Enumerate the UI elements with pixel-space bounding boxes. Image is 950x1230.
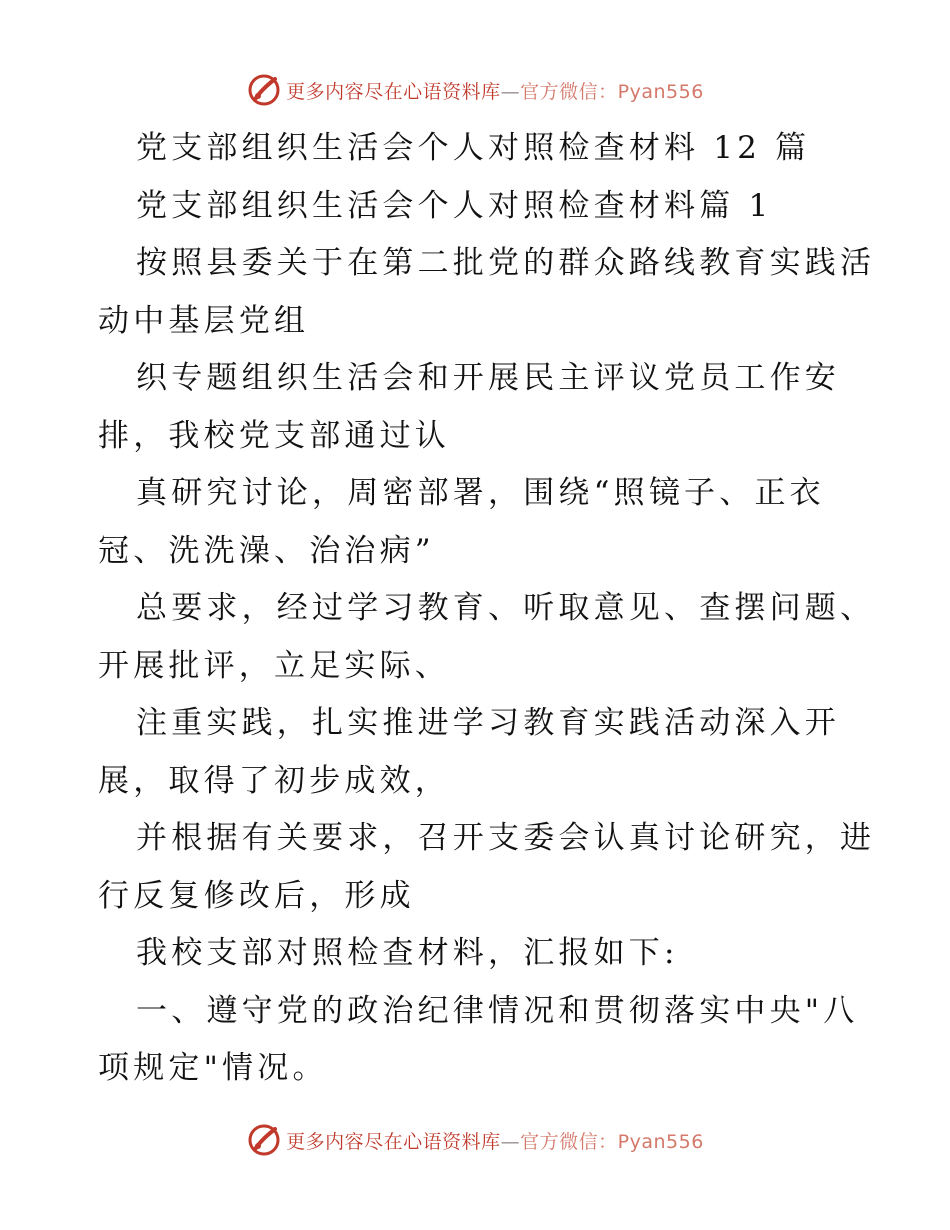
banner-main-text: 更多内容尽在心语资料库 [286,80,501,103]
banner-wechat-text: 官方微信：Pyan556 [520,1130,704,1153]
text-line: 展，取得了初步成效， [98,762,450,799]
section-heading: 党支部组织生活会个人对照检查材料篇 1 [136,187,773,224]
text-line: 并根据有关要求，召开支委会认真讨论研究，进 [136,820,876,856]
banner-separator: — [500,1130,521,1153]
footer-banner [0,1120,950,1160]
text-line: 动中基层党组 [98,302,310,339]
text-line: 排，我校党支部通过认 [98,417,450,454]
banner-text [286,1127,704,1154]
header-banner [0,70,950,110]
text-line: 按照县委关于在第二批党的群众路线教育实践活 [136,245,876,281]
text-line: 注重实践，扎实推进学习教育实践活动深入开 [136,705,840,741]
banner-wechat-text: 官方微信：Pyan556 [520,80,704,103]
text-line: 织专题组织生活会和开展民主评议党员工作安 [136,360,840,396]
text-line: 总要求，经过学习教育、听取意见、查摆问题、 [136,590,876,626]
brush-logo-icon [246,72,282,108]
text-line: 一、遵守党的政治纪律情况和贯彻落实中央"八 [136,992,859,1029]
document-title: 党支部组织生活会个人对照检查材料 12 篇 [136,130,811,166]
banner-text [286,77,704,104]
text-line: 真研究讨论，周密部署，围绕“照镜子、正衣 [136,475,825,511]
document-body [98,120,876,1098]
brush-logo-icon [246,1122,282,1158]
text-line: 开展批评，立足实际、 [98,647,450,684]
banner-separator: — [500,80,521,103]
banner-main-text: 更多内容尽在心语资料库 [286,1130,501,1153]
text-line: 冠、洗洗澡、治治病” [98,532,435,569]
text-line: 项规定"情况。 [98,1050,328,1086]
text-line: 行反复修改后，形成 [98,877,415,914]
text-line: 我校支部对照检查材料，汇报如下: [136,935,679,971]
